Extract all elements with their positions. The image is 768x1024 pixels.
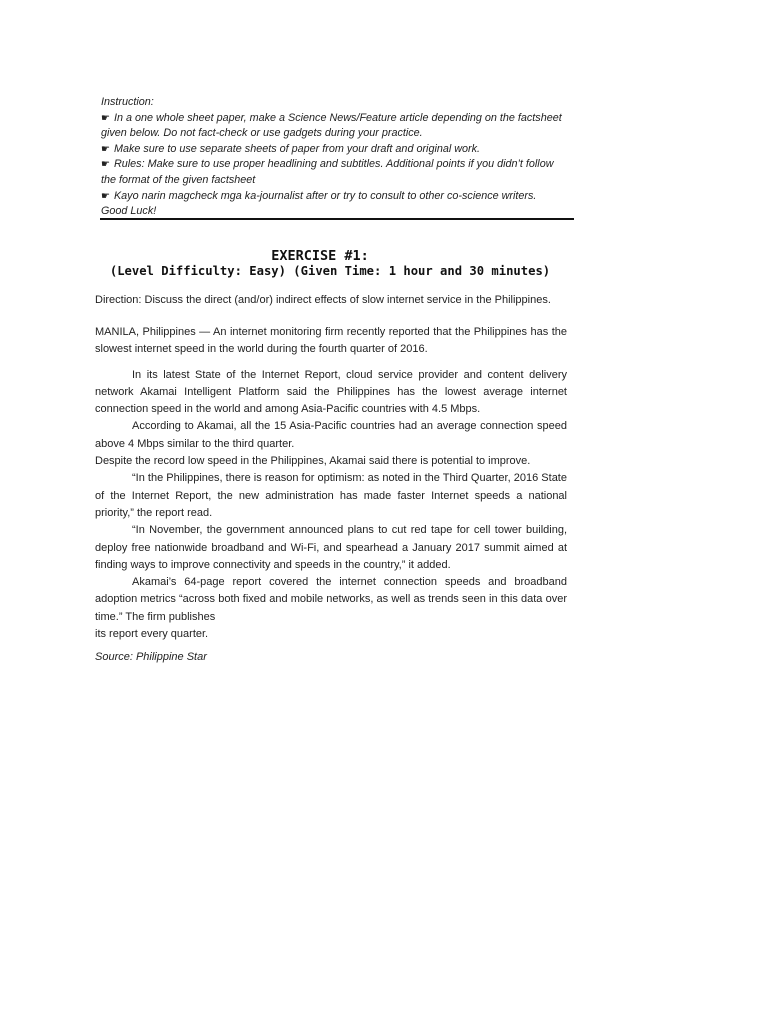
instruction-line: the format of the given factsheet: [101, 173, 256, 186]
article-paragraph: “In November, the government announced plans to cut red tape for cell tower building, deploy free nationwide broadband and Wi-Fi, and spearhead a January 2017 summit aimed at finding ways to improve connectivity and speeds in the country,” it added.: [95, 524, 567, 571]
pointing-hand-icon: ☛: [101, 112, 110, 124]
pointing-hand-icon: ☛: [101, 159, 110, 171]
instruction-line: given below. Do not fact-check or use gadgets during your practice.: [101, 127, 423, 140]
instruction-line: ☛ Make sure to use separate sheets of paper from your draft and original work.: [101, 142, 481, 155]
instruction-line: ☛ Kayo narin magcheck mga ka-journalist after or try to consult to other co-science writers.: [101, 189, 537, 202]
article-paragraph: MANILA, Philippines — An internet monitoring firm recently reported that the Philippines has the slowest internet speed in the world during the fourth quarter of 2016.: [95, 326, 567, 356]
article-paragraph: its report every quarter.: [95, 628, 209, 641]
article-paragraph: In its latest State of the Internet Report, cloud service provider and content delivery network Akamai Intelligent Platform said the Philippines has the lowest average internet connection speed in the world and among Asia-Pacific countries with 4.5 Mbps.: [95, 368, 567, 416]
article-paragraph: According to Akamai, all the 15 Asia-Pacific countries had an average connection speed above 4 Mbps similar to the third quarter.: [95, 420, 567, 450]
instruction-line: Good Luck!: [101, 205, 157, 218]
article-paragraph: “In the Philippines, there is reason for optimism: as noted in the Third Quarter, 2016 State of the Internet Report, the new administration has made faster Internet speeds a national priority,” the report read.: [95, 472, 567, 519]
article-body: [95, 324, 567, 643]
source-credit: Source: Philippine Star: [95, 651, 207, 663]
pointing-hand-icon: ☛: [101, 143, 110, 155]
article-paragraph: Akamai’s 64-page report covered the internet connection speeds and broadband adoption metrics “across both fixed and mobile networks, as well as trends seen in this data over time.” The firm publishes: [95, 576, 567, 623]
instruction-block: [101, 95, 573, 220]
direction-text: Direction: Discuss the direct (and/or) indirect effects of slow internet service in the Philippines.: [95, 294, 551, 306]
pointing-hand-icon: ☛: [101, 190, 110, 202]
divider-rule: [100, 218, 574, 220]
article-paragraph: Despite the record low speed in the Philippines, Akamai said there is potential to improve.: [95, 455, 531, 468]
exercise-subtitle: (Level Difficulty: Easy) (Given Time: 1 hour and 30 minutes): [109, 264, 551, 278]
instruction-heading: Instruction:: [101, 96, 154, 108]
instruction-line: ☛ Rules: Make sure to use proper headlining and subtitles. Additional points if you didn’t follow: [101, 158, 554, 171]
instruction-line: ☛ In a one whole sheet paper, make a Science News/Feature article depending on the factsheet: [101, 111, 562, 124]
exercise-title: EXERCISE #1:: [271, 248, 369, 264]
